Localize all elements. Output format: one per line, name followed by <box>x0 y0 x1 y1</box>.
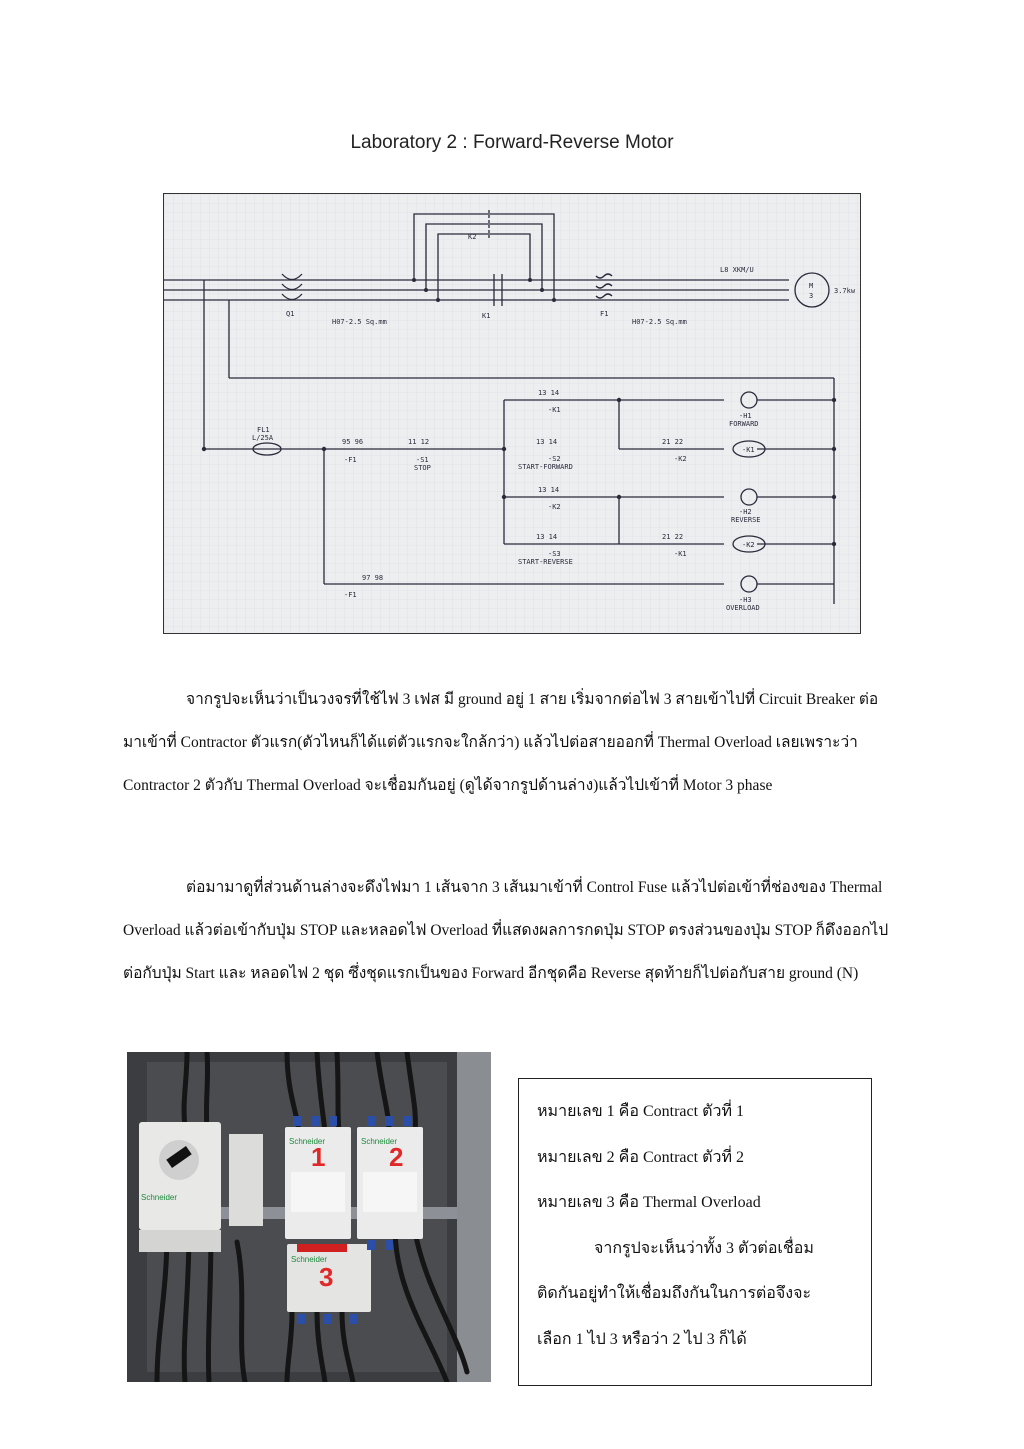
terminal-label: L8 XKM/U <box>720 266 754 274</box>
h3-label: -H3 <box>739 596 752 604</box>
k1-coil-label: -K1 <box>742 446 755 454</box>
stop-label: STOP <box>414 464 431 472</box>
note-line-5: ติดกันอยู่ทำให้เชื่อมถึงกันในการต่อจึงจะ <box>537 1285 812 1302</box>
cable-right-label: H07-2.5 Sq.mm <box>632 318 687 326</box>
paragraph-control-circuit <box>123 866 893 995</box>
overload-brand-text: Schneider <box>291 1255 328 1264</box>
note-line-3: หมายเลข 3 คือ Thermal Overload <box>537 1194 761 1211</box>
f1-no-contacts: 97 98 <box>362 574 384 582</box>
power-label: 3.7kw <box>834 287 856 295</box>
fuse-label: FL1 <box>257 426 270 434</box>
circuit-diagram <box>164 194 861 634</box>
contactor1-brand-text: Schneider <box>289 1137 326 1146</box>
k1-interlock-contacts: 21 22 <box>662 533 684 541</box>
f1-no-label: -F1 <box>344 591 357 599</box>
k2-interlock-label: -K2 <box>674 455 687 463</box>
paragraph-power-circuit <box>123 678 893 807</box>
contactor2-brand-text: Schneider <box>361 1137 398 1146</box>
k2-interlock-contacts: 21 22 <box>662 438 684 446</box>
s3-label: -S3 <box>548 550 561 558</box>
paragraph-1-text: จากรูปจะเห็นว่าเป็นวงจรที่ใช้ไฟ 3 เฟส มี ground อยู่ 1 สาย เริ่มจากต่อไฟ 3 สายเข้าไปที่ Circuit Breaker ต่อมาเข้าที่ Contractor ตัวแรก(ตัวไหนก็ได้แต่ตัวแรกจะใกล้กว่า) แล้วไปต่อสายออกที่ Thermal Overload เลยเพราะว่า Contractor 2 ตัวกับ Thermal Overload จะเชื่อมกันอยู่ (ดูได้จากรูปด้านล่าง)แล้วไปเข้าที่ Motor 3 phase <box>123 691 879 794</box>
note-line-6: เลือก 1 ไป 3 หรือว่า 2 ไป 3 ก็ได้ <box>537 1330 747 1348</box>
motor-label: M <box>809 282 814 290</box>
f1-nc-contacts: 95 96 <box>342 438 364 446</box>
k2-aux-label: -K2 <box>548 503 561 511</box>
control-panel-photo <box>127 1052 491 1382</box>
h1-label: -H1 <box>739 412 752 420</box>
k1-label: K1 <box>482 312 491 320</box>
start-reverse-label: START-REVERSE <box>518 558 573 566</box>
s1-contacts: 11 12 <box>408 438 430 446</box>
marker-1: 1 <box>311 1142 326 1172</box>
motor-phase-label: 3 <box>809 292 814 300</box>
page-title: Laboratory 2 : Forward-Reverse Motor <box>350 132 674 153</box>
marker-3: 3 <box>319 1262 334 1292</box>
s3-contacts: 13 14 <box>536 533 558 541</box>
forward-label: FORWARD <box>729 420 759 428</box>
paragraph-2-text: ต่อมามาดูที่ส่วนด้านล่างจะดึงไฟมา 1 เส้นจาก 3 เส้นมาเข้าที่ Control Fuse แล้วไปต่อเข้าที่ช่องของ Thermal Overload แล้วต่อเข้ากับปุ่ม STOP และหลอดไฟ Overload ที่แสดงผลการกดปุ่ม STOP ตรงส่วนของปุ่ม STOP ก็ดึงออกไปต่อกับปุ่ม Start และ หลอดไฟ 2 ชุด ซึ่งชุดแรกเป็นของ Forward อีกชุดคือ Reverse สุดท้ายก็ไปต่อกับสาย ground (N) <box>123 879 889 982</box>
fuse-rating-label: L/25A <box>252 434 274 442</box>
h2-label: -H2 <box>739 508 752 516</box>
note-line-4: จากรูปจะเห็นว่าทั้ง 3 ตัวต่อเชื่อม <box>594 1239 814 1257</box>
overload-label: OVERLOAD <box>726 604 760 612</box>
start-forward-label: START-FORWARD <box>518 463 573 471</box>
note-line-2: หมายเลข 2 คือ Contract ตัวที่ 2 <box>537 1148 744 1166</box>
q1-label: Q1 <box>286 310 295 318</box>
cable-left-label: H07-2.5 Sq.mm <box>332 318 387 326</box>
panel-photo-illustration <box>127 1052 491 1382</box>
marker-2: 2 <box>389 1142 404 1172</box>
circuit-diagram-image <box>163 193 861 634</box>
note-line-1: หมายเลข 1 คือ Contract ตัวที่ 1 <box>537 1103 744 1120</box>
k1-aux-contacts: 13 14 <box>538 389 560 397</box>
f1-aux-label: -F1 <box>344 456 357 464</box>
k2-aux-contacts: 13 14 <box>538 486 560 494</box>
reverse-label: REVERSE <box>731 516 761 524</box>
legend-note-box <box>518 1078 872 1386</box>
s2-label: -S2 <box>548 455 561 463</box>
k1-interlock-label: -K1 <box>674 550 687 558</box>
s2-contacts: 13 14 <box>536 438 558 446</box>
k2-coil-label: -K2 <box>742 541 755 549</box>
s1-label: -S1 <box>416 456 429 464</box>
k2-label: K2 <box>468 233 477 241</box>
f1-label: F1 <box>600 310 609 318</box>
breaker-brand-text: Schneider <box>141 1193 178 1202</box>
k1-aux-label: -K1 <box>548 406 561 414</box>
